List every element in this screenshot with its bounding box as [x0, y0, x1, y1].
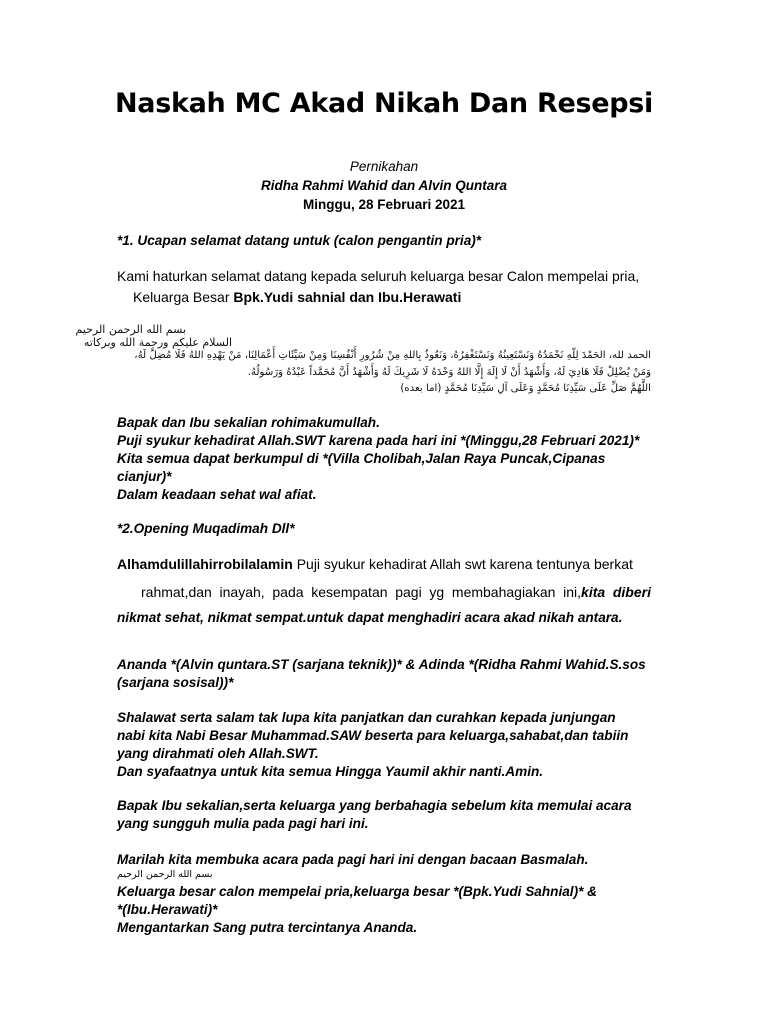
para5-line-2: Keluarga besar calon mempelai pria,keluarga besar *(Bpk.Yudi Sahnial)* &: [117, 884, 597, 899]
section1-line-2-plain: Keluarga Besar: [133, 289, 234, 305]
section2-line-2-plain: rahmat,dan inayah, pada kesempatan pagi yg membahagiakan ini,: [141, 584, 582, 600]
para1-line-5: Dalam keadaan sehat wal afiat.: [117, 487, 317, 502]
section2-heading: *2.Opening Muqadimah Dll*: [117, 521, 295, 536]
para3-line-3: yang dirahmati oleh Allah.SWT.: [117, 746, 319, 761]
para3-line-1: Shalawat serta salam tak lupa kita panjatkan dan curahkan kepada junjungan: [117, 710, 616, 725]
para5-line-1: Marilah kita membuka acara pada pagi hari ini dengan bacaan Basmalah.: [117, 852, 589, 867]
header-line-1: Pernikahan: [349, 159, 419, 174]
para2-line-1: Ananda *(Alvin quntara.ST (sarjana teknik))* & Adinda *(Ridha Rahmi Wahid.S.sos: [117, 657, 646, 672]
section2-line-3: nikmat sehat, nikmat sempat.untuk dapat menghadiri acara akad nikah antara.: [117, 610, 623, 625]
para2-line-2: (sarjana sosisal))*: [117, 675, 234, 690]
arabic-basmalah: بسم الله الرحمن الرحيم: [75, 323, 186, 336]
arabic-syahadat-line: وَمَنْ يُضْلِلْ فَلَا هَادِيَ لَهُ، وَأَشْهَدُ أَنْ لَا إِلَهَ إِلَّا اللهُ وَحْدَهُ لَا شَرِيكَ لَهُ وَأَشْهَدُ أَنَّ مُحَمَّداً عَبْدُهُ وَرَسُولُهُ.: [247, 367, 651, 378]
para1-line-2: Puji syukur kehadirat Allah.SWT karena pada hari ini *(Minggu,28 Februari 2021)*: [117, 433, 640, 448]
section1-line-1: Kami haturkan selamat datang kepada seluruh keluarga besar Calon mempelai pria,: [117, 268, 640, 284]
section2-line-2-bold-italic: kita diberi: [581, 584, 651, 600]
section2-line-1: [117, 556, 633, 572]
header-date: Minggu, 28 Februari 2021: [302, 197, 466, 212]
para1-line-1: Bapak dan Ibu sekalian rohimakumullah.: [117, 415, 380, 430]
arabic-salam: السلام عليكم ورحمة الله وبركاته: [83, 336, 232, 349]
para5-line-4: Mengantarkan Sang putra tercintanya Ananda.: [117, 920, 418, 935]
header-couple-names: Ridha Rahmi Wahid dan Alvin Quntara: [260, 178, 508, 193]
para5-line-3: *(Ibu.Herawati)*: [117, 902, 218, 917]
para5-arabic-basmalah: بسم الله الرحمن الرحيم: [117, 869, 213, 880]
section1-line-2-bold: Bpk.Yudi sahnial dan Ibu.Herawati: [233, 289, 462, 305]
para1-line-4: cianjur)*: [117, 469, 172, 484]
section1-line-2: [133, 289, 461, 305]
para3-line-4: Dan syafaatnya untuk kita semua Hingga Yaumil akhir nanti.Amin.: [117, 764, 544, 779]
para1-line-3: Kita semua dapat berkumpul di *(Villa Cholibah,Jalan Raya Puncak,Cipanas: [117, 451, 606, 466]
section2-line-2: [141, 584, 651, 600]
section2-line-1-rest: Puji syukur kehadirat Allah swt karena tentunya berkat: [292, 556, 633, 572]
para3-line-2: nabi kita Nabi Besar Muhammad.SAW beserta para keluarga,sahabat,dan tabiin: [117, 728, 629, 743]
arabic-hamdalah-line: الحمد لله، الحَمْدَ لِلّهِ نَحْمَدُهُ وَنَسْتَعِينُهُ وَنَسْتَغْفِرُهُ، وَنَعُوذُ بِاللهِ مِنْ شُرُورِ أَنْفُسِنَا وَمِنْ سَيِّئَاتِ أَعْمَالِنَا، مَنْ يَهْدِهِ اللهُ فَلَا مُضِلَّ لَهُ،: [134, 350, 651, 361]
para4-line-1: Bapak Ibu sekalian,serta keluarga yang berbahagia sebelum kita memulai acara: [117, 798, 632, 813]
section2-line-1-bold: Alhamdulillahirrobilalamin: [117, 556, 293, 572]
para4-line-2: yang sungguh mulia pada pagi hari ini.: [117, 816, 369, 831]
document-title: Naskah MC Akad Nikah Dan Resepsi: [114, 88, 653, 119]
section1-heading: *1. Ucapan selamat datang untuk (calon pengantin pria)*: [117, 233, 482, 248]
arabic-shalawat-line: اللَّهُمَّ صَلِّ عَلَى سَيِّدِنَا مُحَمَّدٍ وَعَلَى آلِ سَيِّدِنَا مُحَمَّدٍ (اما بعده): [400, 383, 651, 394]
